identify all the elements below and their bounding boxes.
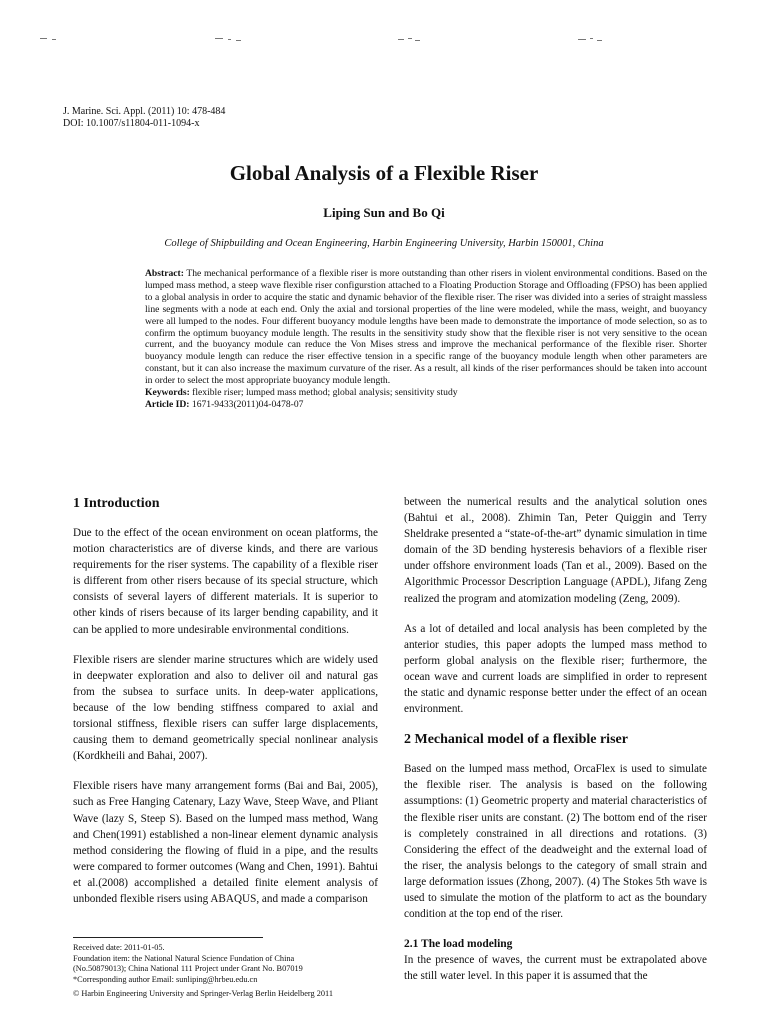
section-heading-mechanical-model: 2 Mechanical model of a flexible riser — [404, 732, 628, 748]
footnotes — [73, 943, 383, 1000]
abstract-block — [145, 268, 707, 411]
footnote-corresponding: *Corresponding author Email: sunliping@hrbeu.edu.cn — [73, 974, 258, 984]
abstract-paragraph — [145, 268, 707, 387]
journal-info — [63, 106, 225, 130]
footnote-divider — [73, 937, 263, 938]
keywords-text: flexible riser; lumped mass method; global analysis; sensitivity study — [192, 387, 458, 399]
subsection-heading-load-modeling: 2.1 The load modeling — [404, 938, 513, 951]
model-paragraph-1: Based on the lumped mass method, OrcaFlex is used to simulate the flexible riser. The analysis is based on the following assumptions: (1) Geometric property and material characteristics of the flexible riser units are constant. (2) The bottom end of the riser is completely constrained in all directions and rotations. (3) Considering the effect of the deadweight and the external load of the riser, the analysis belongs to the category of small strain and large deformation issues (Zhong, 2007). (4) The Stokes 5th wave is used to simulate the motion of the platform to act as the boundary condition at the top end of the riser. — [404, 763, 707, 921]
article-id-label: Article ID: — [145, 398, 190, 410]
copyright-line: © Harbin Engineering University and Springer-Verlag Berlin Heidelberg 2011 — [73, 989, 334, 999]
doi: DOI: 10.1007/s11804-011-1094-x — [63, 118, 200, 129]
intro-paragraph-1: Due to the effect of the ocean environment on ocean platforms, the motion characteristics are of diverse kinds, and there are various requirements for the riser systems. The capability of a flexible riser is different from other risers because of its special structure, which consists of several layers of different materials. It is superior to other kinds of risers because of its larger bending capability, and it can be applied to more undesirable environmental conditions. — [73, 527, 378, 636]
keywords-line — [145, 387, 707, 399]
article-id-line — [145, 399, 707, 411]
intro-paragraph-5: As a lot of detailed and local analysis has been completed by the anterior studies, this paper adopts the lumped mass method to perform global analysis on the flexible riser; furthermore, the ocean wave and current loads are simplified in order to represent the static and dynamic response better under the effect of an ocean environment. — [404, 622, 707, 716]
paper-title: Global Analysis of a Flexible Riser — [229, 161, 539, 185]
load-paragraph-1: In the presence of waves, the current must be extrapolated above the still water level. In this paper it is assumed that the — [404, 954, 707, 983]
footnote-received: Received date: 2011-01-05. — [73, 943, 165, 952]
intro-paragraph-4: between the numerical results and the analytical solution ones (Bahtui et al., 2008). Zhimin Tan, Peter Quiggin and Terry Sheldrake presented a “state-of-the-art” dynamic simulation in time domain of the 3D bending hysteresis behaviors of a flexible riser under offshore environment loads (Tan et al., 2009). Based on the Algorithmic Processor Description Language (APDL), Jifang Zeng realized the program and atomization modeling (Zeng, 2009). — [404, 496, 707, 605]
affiliation: College of Shipbuilding and Ocean Engineering, Harbin Engineering University, Harbin 150001, China — [164, 238, 604, 249]
abstract-label: Abstract: — [145, 268, 184, 279]
footnote-foundation-cont: (No.50879013); China National 111 Project under Grant No. B07019 — [73, 964, 303, 974]
keywords-label: Keywords: — [145, 387, 190, 399]
intro-paragraph-3: Flexible risers have many arrangement forms (Bai and Bai, 2005), such as Free Hanging Catenary, Lazy Wave, Steep Wave, and Pliant Wave (lazy S, Steep S). Based on the lumped mass method, Wang and Chen(1991) established a non-linear element dynamic analysis method considering the flowing of fluid in a pipe, and the results were compared to former outcomes (Wang and Chen, 1991). Bahtui et al.(2008) accomplished a detailed finite element analysis of unbonded flexible risers using ABAQUS, and made a comparison — [73, 780, 378, 905]
section-heading-introduction: 1 Introduction — [73, 496, 160, 511]
intro-paragraph-2: Flexible risers are slender marine structures which are widely used in deepwater exploration and also to deliver oil and natural gas from the subsea to surface units. In deep-water applications, because of the low bending stiffness compared to axial and torsional stiffness, flexible risers can suffer large displacements, causing them to demand geometrically special nonlinear analysis (Kordkheili and Bahai, 2007). — [73, 653, 378, 763]
scan-header-artifacts — [0, 30, 768, 50]
abstract-text: The mechanical performance of a flexible riser is more outstanding than other risers in violent environmental conditions. Based on the lumped mass method, a steep wave flexible riser configurstion attached to a Floating Production Storage and Offloading (FPSO) has been applied to a global analysis in order to acquire the static and dynamic behavior of the flexible riser. The riser was divided into a series of straight massless line segments with a node at each end. Only the axial and torsional properties of the line were modeled, while the mass, weight, and buoyancy were all lumped to the nodes. Four different buoyancy module lengths have been made to demonstrate the importance of mode selection, so as to confirm the optimum buoyancy module length. The results in the sensitivity study show that the flexible riser is not very sensitive to the ocean current, and the buoyancy module can reduce the Von Mises stress and improve the mechanical performance of the flexible riser. Shorter buoyancy module length can reduce the riser effective tension in a specific range of the buoyancy module length when other parameters are constant, but it can also increase the maximum curvature of the riser. As a result, all kinds of the riser performances should be taken into account in order to select the most appropriate buoyancy module length. — [145, 268, 707, 387]
footnote-foundation: Foundation item: the National Natural Science Fundation of China — [73, 953, 295, 963]
left-column — [73, 495, 378, 921]
journal-citation: J. Marine. Sci. Appl. (2011) 10: 478-484 — [63, 106, 226, 117]
article-id-text: 1671-9433(2011)04-0478-07 — [191, 398, 304, 410]
right-column — [404, 494, 707, 998]
authors: Liping Sun and Bo Qi — [323, 205, 445, 220]
